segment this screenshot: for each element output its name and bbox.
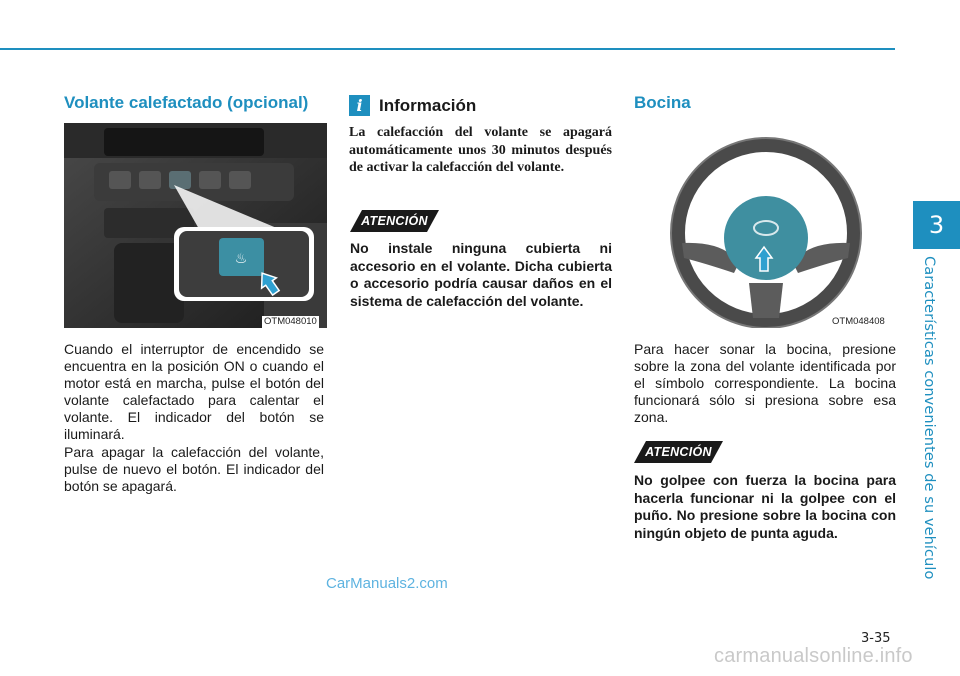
heated-wheel-title: Volante calefactado (opcional) [64, 93, 309, 112]
info-title: Información [379, 96, 477, 115]
horn-para-1: Para hacer sonar la bocina, presione sobre la zona del volante identificada por el símbolo correspondiente. La bocina funcionará sólo si presiona sobre esa zona. [634, 341, 896, 425]
watermark-bottom: carmanualsonline.info [714, 645, 913, 667]
header-rule [0, 48, 895, 50]
watermark-top: CarManuals2.com [326, 575, 448, 592]
warning-badge-2 [634, 441, 723, 463]
warning-label-2: ATENCIÓN [645, 445, 712, 459]
horn-title: Bocina [634, 93, 691, 112]
steering-wheel-photo [634, 123, 896, 328]
info-text: La calefacción del volante se apagará automáticamente unos 30 minutos después de activar la calefacción del volante. [349, 125, 612, 175]
figure-code-horn: OTM048408 [832, 316, 885, 327]
warning-label-1: ATENCIÓN [361, 214, 428, 228]
svg-text:♨: ♨ [234, 251, 248, 267]
warning-text-1: No instale ninguna cubierta ni accesorio en el volante. Dicha cubierta o accesorio podría causar daños en el sistema de calefacción del volante. [350, 240, 612, 309]
page-number: 3-35 [861, 631, 891, 646]
warning-text-2: No golpee con fuerza la bocina para hacerla funcionar ni la golpee con el puño. No presione sobre la bocina con ningún objeto de punta aguda. [634, 472, 896, 541]
heated-wheel-photo [64, 123, 327, 328]
chapter-number-tab: 3 [913, 201, 960, 249]
warning-badge-1 [350, 210, 439, 232]
heated-wheel-para-1: Cuando el interruptor de encendido se encuentra en la posición ON o cuando el motor está en marcha, pulse el botón del volante calefactado para calentar el volante. El indicador del botón se iluminará. [64, 341, 324, 442]
chapter-title: Características convenientes de su vehículo [921, 256, 937, 580]
info-icon: i [349, 95, 370, 116]
heated-wheel-para-2: Para apagar la calefacción del volante, pulse de nuevo el botón. El indicador del botón se apagará. [64, 444, 324, 494]
figure-code-heated-wheel: OTM048010 [264, 316, 317, 327]
